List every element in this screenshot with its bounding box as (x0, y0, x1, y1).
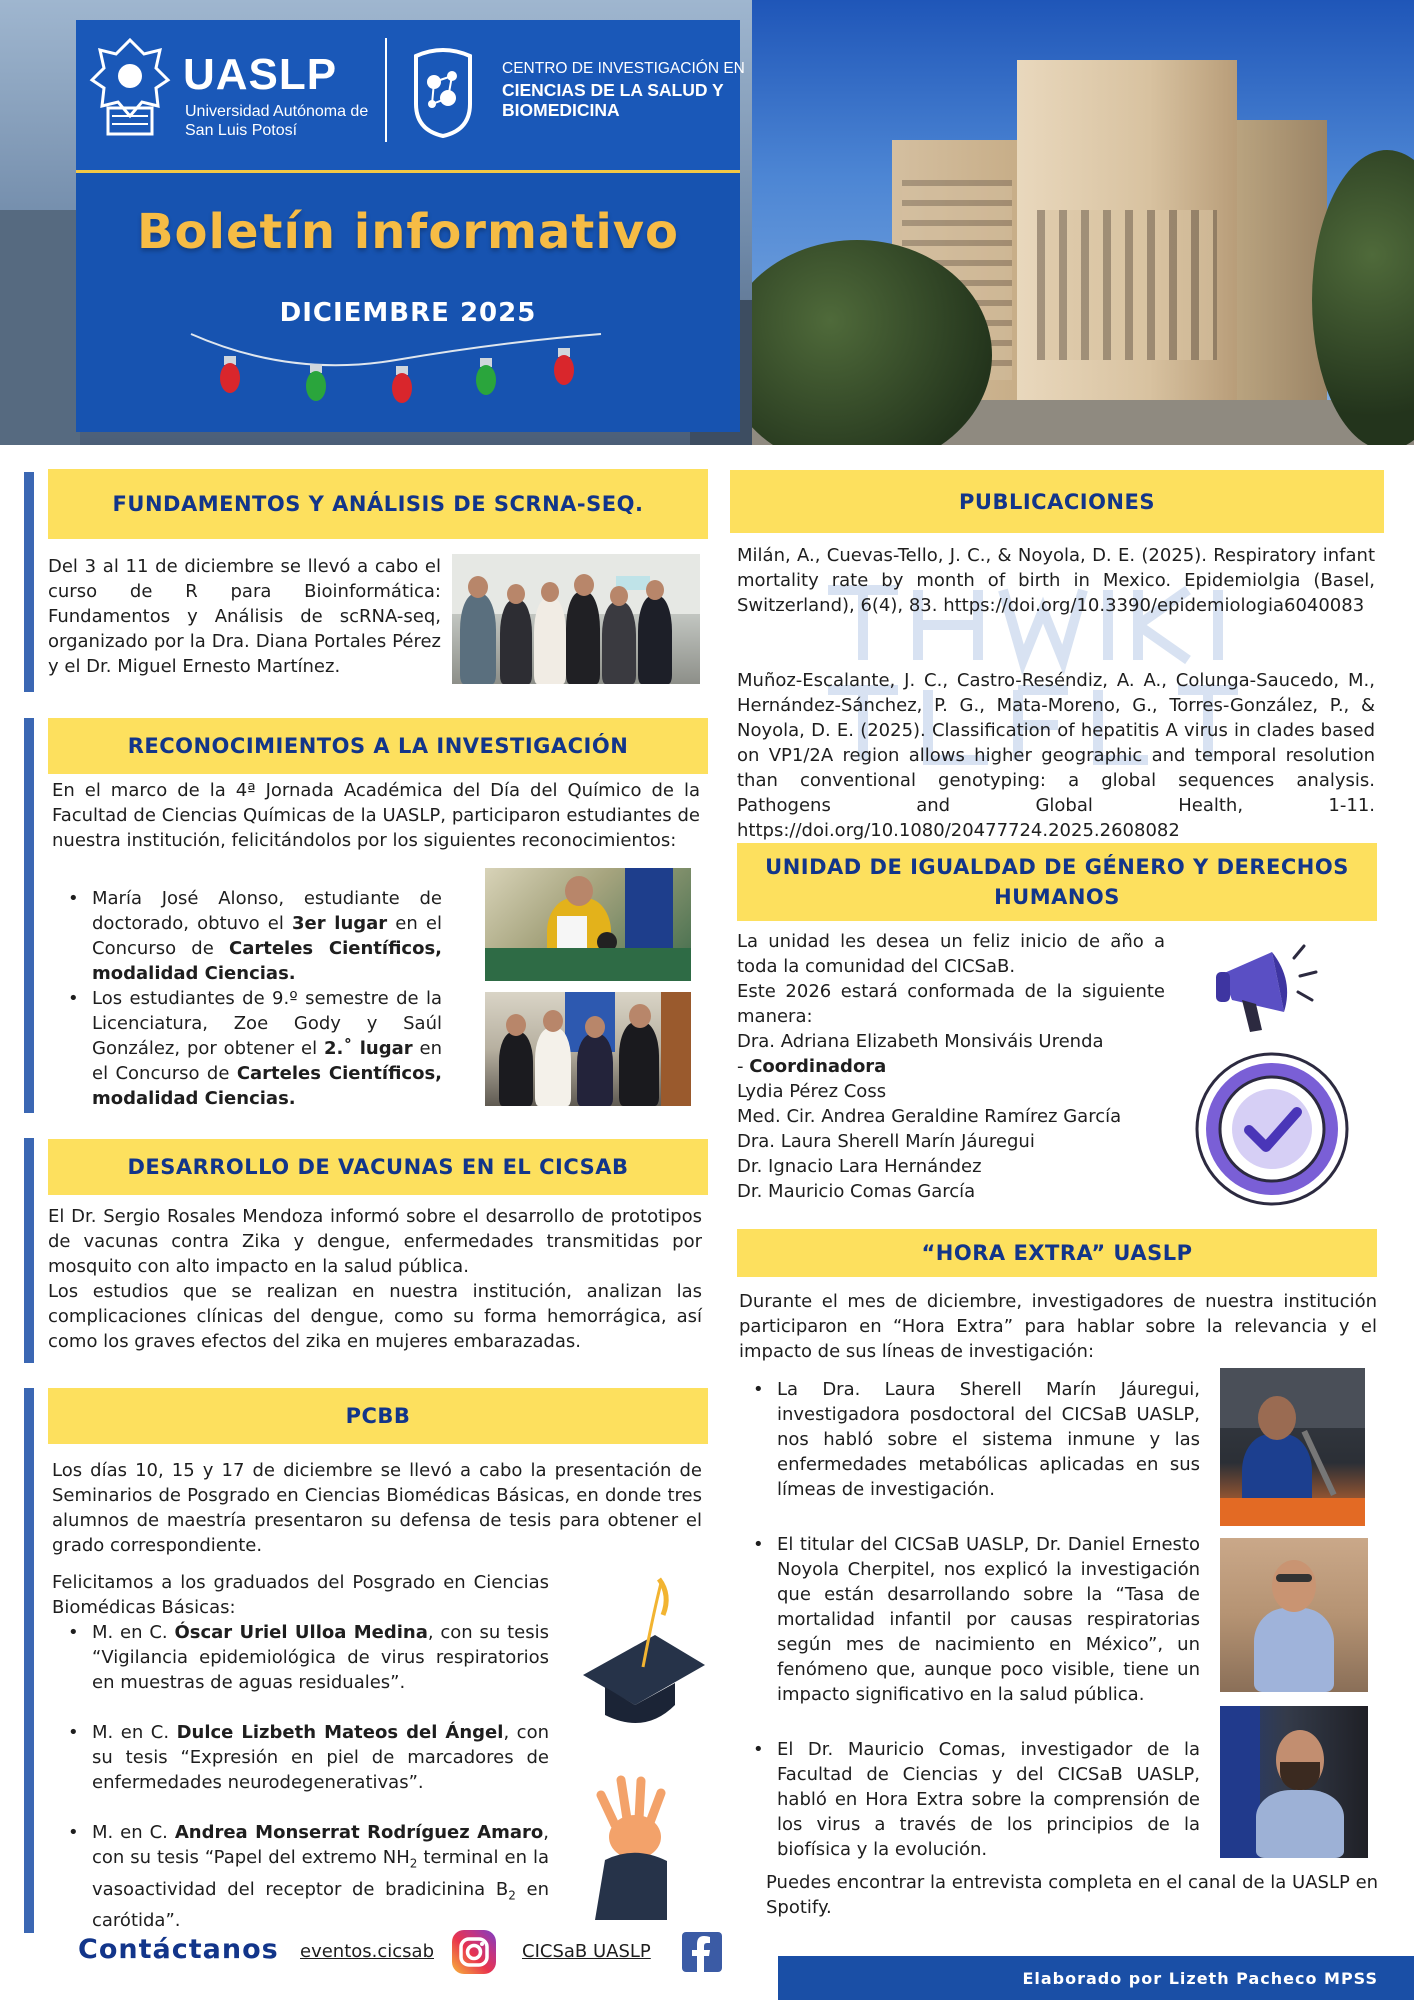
logo-divider (385, 38, 387, 142)
uaslp-wordmark: UASLP (183, 50, 338, 99)
vacunas-p1: El Dr. Sergio Rosales Mendoza informó sobre el desarrollo de prototipos de vacunas contra Zika y dengue, enfermedades transmitidas por mosquito con alto impacto en la salud pública. (48, 1206, 702, 1277)
fundamentos-heading: FUNDAMENTOS Y ANÁLISIS DE SCRNA-SEQ. (48, 469, 708, 539)
building-photo (752, 0, 1414, 445)
member-5: Dr. Ignacio Lara Hernández (737, 1156, 982, 1177)
igualdad-line1: La unidad les desea un feliz inicio de año a toda la comunidad del CICSaB. (737, 931, 1165, 977)
vacunas-p2: Los estudios que se realizan en nuestra institución, analizan las complicaciones clínicas del dengue, como su forma hemorrágica, así como los graves efectos del zika en mujeres embarazadas. (48, 1281, 702, 1352)
instagram-icon[interactable] (452, 1930, 496, 1974)
reconocimientos-intro: En el marco de la 4ª Jornada Académica del Día del Químico de la Facultad de Ciencias Químicas de la UASLP, participaron estudiantes de nuestra institución, felicitándolos por los siguientes reconocimientos: (52, 780, 700, 851)
hora-extra-heading: “HORA EXTRA” UASLP (737, 1229, 1377, 1277)
gold-divider (76, 170, 740, 173)
member-2: Lydia Pérez Coss (737, 1081, 887, 1102)
graduation-cap-icon (575, 1575, 710, 1920)
megaphone-icon (1212, 934, 1322, 1039)
hora-extra-intro: Durante el mes de diciembre, investigadores de nuestra institución participaron en “Hora Extra” para hablar sobre la relevancia y el impacto de sus líneas de investigación: (739, 1291, 1377, 1362)
contact-label: Contáctanos (78, 1934, 279, 1965)
section-bar (24, 1138, 34, 1363)
bulletin-month: DICIEMBRE 2025 (279, 298, 537, 328)
reconocimientos-heading: RECONOCIMIENTOS A LA INVESTIGACIÓN (48, 718, 708, 774)
igualdad-body (737, 929, 1165, 1204)
centro-line1: CENTRO DE INVESTIGACIÓN EN (502, 60, 745, 77)
cicsab-logo-icon (408, 46, 478, 138)
list-item: • M. en C. Óscar Uriel Ulloa Medina, con su tesis “Vigilancia epidemiológica de virus respiratorios en muestras de aguas residuales”. (52, 1620, 549, 1695)
igualdad-heading: UNIDAD DE IGUALDAD DE GÉNERO Y DERECHOS HUMANOS (737, 843, 1377, 921)
reconocimientos-list (52, 886, 442, 1111)
researcher-photo-2 (1220, 1538, 1368, 1692)
publicaciones-heading: PUBLICACIONES (730, 470, 1384, 533)
list-item: • María José Alonso, estudiante de doctorado, obtuvo el 3er lugar en el Concurso de Carteles Científicos, modalidad Ciencias. (52, 886, 442, 986)
university-name: Universidad Autónoma de San Luis Potosí (185, 103, 369, 139)
list-item: • El Dr. Mauricio Comas, investigador de la Facultad de Ciencias y del CICSaB UASLP, habló en Hora Extra sobre la comprensión de los virus a través de los principios de la biofísica y la evolución. (737, 1737, 1200, 1862)
member-6: Dr. Mauricio Comas García (737, 1181, 976, 1202)
pcbb-p1: Los días 10, 15 y 17 de diciembre se llevó a cabo la presentación de Seminarios de Posgrado en Ciencias Biomédicas Básicas, en donde tres alumnos de maestría presentaron su defensa de tesis para obtener el grado correspondiente. (52, 1460, 702, 1556)
section-bar (24, 1388, 34, 1933)
instagram-link[interactable]: eventos.cicsab (300, 1941, 435, 1962)
list-item: • El titular del CICSaB UASLP, Dr. Daniel Ernesto Noyola Cherpitel, nos explicó la investigación que están desarrollando sobre la “Tasa de mortalidad infantil por causas respiratorias según mes de nacimiento en México”, un fenómeno que, aunque poco visible, tiene un impacto significativo en la salud pública. (737, 1532, 1200, 1707)
award-photo-1 (485, 868, 691, 981)
credit-bar (778, 1956, 1414, 2000)
header-banner (0, 0, 1414, 445)
graduates-list (52, 1620, 549, 1933)
member-3: Med. Cir. Andrea Geraldine Ramírez García (737, 1106, 1122, 1127)
hora-extra-outro: Puedes encontrar la entrevista completa en el canal de la UASLP en Spotify. (766, 1872, 1379, 1918)
member-1: Dra. Adriana Elizabeth Monsiváis Urenda - Coordinadora (737, 1031, 1104, 1077)
podcast-photo-1 (1220, 1368, 1365, 1526)
list-item: • M. en C. Andrea Monserrat Rodríguez Amaro, con su tesis “Papel del extremo $NH_2$ terminal en la vasoactividad del receptor de bradicinina $B_2$ en carótida”. (52, 1820, 549, 1933)
course-group-photo (452, 554, 700, 684)
uaslp-seal-icon (86, 36, 174, 140)
igualdad-line2: Este 2026 estará conformada de la siguiente manera: (737, 981, 1165, 1027)
section-bar (24, 718, 34, 1113)
list-item: • M. en C. Dulce Lizbeth Mateos del Ángel, con su tesis “Expresión en piel de marcadores de enfermedades neurodegenerativas”. (52, 1720, 549, 1795)
list-item: • Los estudiantes de 9.º semestre de la Licenciatura, Zoe Gody y Saúl González, por obtener el 2.˚ lugar en el Concurso de Carteles Científicos, modalidad Ciencias. (52, 986, 442, 1111)
researcher-photo-3 (1220, 1706, 1368, 1858)
vacunas-heading: DESARROLLO DE VACUNAS EN EL CICSAB (48, 1139, 708, 1195)
pcbb-heading: PCBB (48, 1388, 708, 1444)
fundamentos-body: Del 3 al 11 de diciembre se llevó a cabo el curso de R para Bioinformática: Fundamentos y Análisis de scRNA-seq, organizado por la Dra. Diana Portales Pérez y el Dr. Miguel Ernesto Martínez. (48, 556, 441, 677)
check-badge-icon (1193, 1050, 1351, 1208)
hora-extra-list (737, 1377, 1200, 1862)
christmas-lights-icon (186, 328, 606, 418)
section-bar (24, 472, 34, 692)
publication-ref-1: Milán, A., Cuevas-Tello, J. C., & Noyola, D. E. (2025). Respiratory infant mortality rate by month of birth in Mexico. Epidemiolgia (Basel, Switzerland), 6(4), 83. https://doi.org/10.3390/epidemiologia6040083 (737, 545, 1375, 616)
publication-ref-2: Muñoz-Escalante, J. C., Castro-Reséndiz, A. A., Colunga-Saucedo, M., Hernández-Sánchez, P. G., Mata-Moreno, G., Torres-González, P., & Noyola, D. E. (2025). Classification of hepatitis A virus in clades based on VP1/2A region allows higher geographic and temporal resolution than conventional genotyping: a global sequences analysis. Pathogens and Global Health, 1-11. https://doi.org/10.1080/20477724.2025.2608082 (737, 670, 1375, 841)
member-4: Dra. Laura Sherell Marín Jáuregui (737, 1131, 1035, 1152)
facebook-link[interactable]: CICSaB UASLP (522, 1941, 651, 1962)
pcbb-p2: Felicitamos a los graduados del Posgrado en Ciencias Biomédicas Básicas: (52, 1572, 549, 1618)
facebook-icon[interactable] (682, 1932, 722, 1972)
credit-text: Elaborado por Lizeth Pacheco MPSS (1022, 1968, 1378, 1988)
centro-line2: CIENCIAS DE LA SALUD Y BIOMEDICINA (502, 80, 724, 120)
bulletin-title: Boletín informativo (136, 204, 680, 260)
award-photo-2 (485, 992, 691, 1106)
list-item: • La Dra. Laura Sherell Marín Jáuregui, investigadora posdoctoral del CICSaB UASLP, nos habló sobre el sistema inmune y las enfermedades metabólicas aplicadas en sus límeas de investigación. (737, 1377, 1200, 1502)
